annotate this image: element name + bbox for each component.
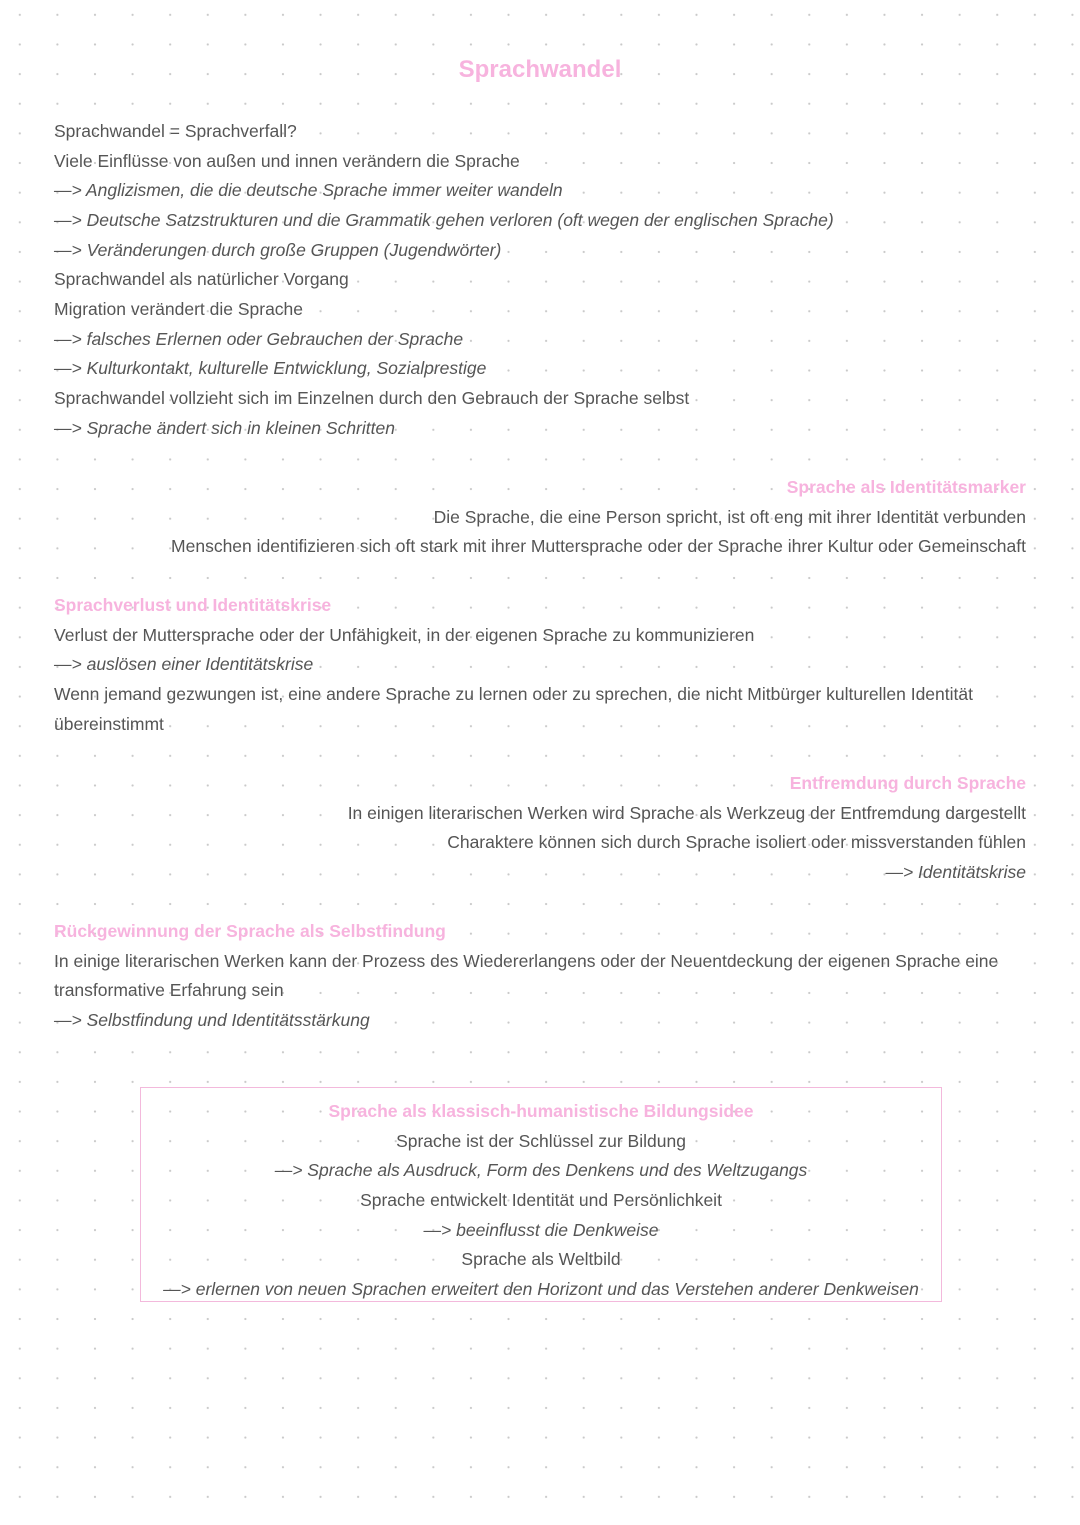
bildungsidee-box [140, 1087, 942, 1302]
text-line: Viele Einflüsse von außen und innen verändern die Sprache [54, 150, 520, 171]
text-line: Verlust der Muttersprache oder der Unfähigkeit, in der eigenen Sprache zu kommunizieren [54, 624, 755, 645]
text-line: Migration verändert die Sprache [54, 298, 304, 319]
text-line: Sprache entwickelt Identität und Persönlichkeit [360, 1189, 722, 1210]
section-heading: Sprachverlust und Identitätskrise [54, 595, 332, 615]
section-identitaetsmarker [171, 473, 1026, 562]
arrow-line: —> Kulturkontakt, kulturelle Entwicklung, Sozialprestige [54, 358, 487, 379]
text-line: Sprache als Weltbild [461, 1249, 621, 1270]
text-line: Wenn jemand gezwungen ist, eine andere Sprache zu lernen oder zu sprechen, die nicht Mitbürger kulturellen Identität [54, 683, 973, 704]
arrow-line: —> Selbstfindung und Identitätsstärkung [54, 1009, 370, 1030]
arrow-line: —> Identitätskrise [885, 861, 1026, 882]
section-entfremdung [348, 769, 1026, 888]
box-content [141, 1097, 941, 1305]
text-line: Die Sprache, die eine Person spricht, ist oft eng mit ihrer Identität verbunden [433, 506, 1026, 527]
section-sprachverlust [54, 591, 973, 739]
arrow-line: —> beeinflusst die Denkweise [423, 1219, 659, 1240]
arrow-line: —> falsches Erlernen oder Gebrauchen der Sprache [54, 328, 464, 349]
section-heading: Sprache als Identitätsmarker [786, 477, 1026, 497]
page-title: Sprachwandel [458, 56, 622, 83]
arrow-line: —> Anglizismen, die die deutsche Sprache immer weiter wandeln [54, 180, 563, 201]
arrow-line: —> Deutsche Satzstrukturen und die Grammatik gehen verloren (oft wegen der englischen Sprache) [54, 209, 834, 230]
section-sprachwandel [54, 117, 834, 443]
section-heading: Entfremdung durch Sprache [789, 773, 1026, 793]
text-line: Sprachwandel vollzieht sich im Einzelnen durch den Gebrauch der Sprache selbst [54, 387, 690, 408]
arrow-line: —> Veränderungen durch große Gruppen (Jugendwörter) [54, 239, 502, 260]
arrow-line: —> Sprache als Ausdruck, Form des Denkens und des Weltzugangs [274, 1160, 808, 1181]
section-rueckgewinnung [54, 917, 998, 1036]
section-heading: Sprache als klassisch-humanistische Bildungsidee [328, 1101, 754, 1121]
arrow-line: —> erlernen von neuen Sprachen erweitert den Horizont und das Verstehen anderer Denkweisen [163, 1278, 919, 1299]
text-line: Charaktere können sich durch Sprache isoliert oder missverstanden fühlen [447, 832, 1026, 853]
section-heading: Rückgewinnung der Sprache als Selbstfindung [54, 921, 446, 941]
text-line: Menschen identifizieren sich oft stark mit ihrer Muttersprache oder der Sprache ihrer Kultur oder Gemeinschaft [171, 536, 1026, 557]
text-line: Sprachwandel als natürlicher Vorgang [54, 269, 349, 290]
text-line: In einige literarischen Werken kann der Prozess des Wiedererlangens oder der Neuentdeckung der eigenen Sprache eine [54, 950, 999, 971]
text-line: In einigen literarischen Werken wird Sprache als Werkzeug der Entfremdung dargestellt [347, 802, 1026, 823]
text-line: Sprache ist der Schlüssel zur Bildung [396, 1130, 686, 1151]
text-line: transformative Erfahrung sein [54, 980, 284, 1001]
text-line: Sprachwandel = Sprachverfall? [54, 121, 297, 141]
arrow-line: —> auslösen einer Identitätskrise [54, 654, 314, 675]
arrow-line: —> Sprache ändert sich in kleinen Schritten [54, 417, 395, 438]
text-line: übereinstimmt [54, 713, 164, 734]
